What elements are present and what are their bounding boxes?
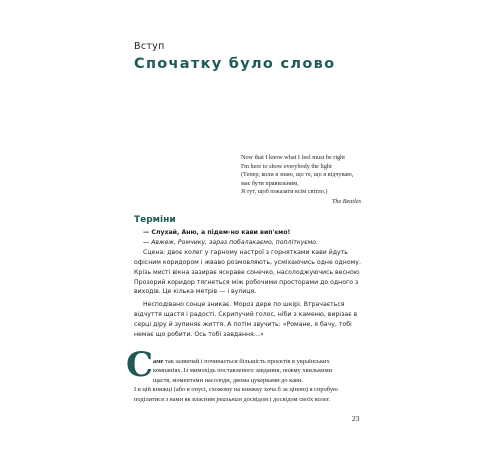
body-line-4: І в цій книжці (або в опусі, схожому на книжку хоча б за ціною) я спробую [134,386,338,394]
chapter-title: Спочатку було слово [134,56,336,72]
turn-paragraph: Несподівано сонце зникає. Мороз дере по шкірі. Втрачається відчуття щастя і радості. Скрипучий голос, ніби з каменю, вирізає в серці діру й зупиняє життя. А потім звучить: «Романе, я бачу, тобі немає що робити. Ось тобі завдання…» [134,301,358,339]
body-line-3: щастя, моментами насолоди, двома цукерками до кави. [153,376,304,384]
epigraph-line: має бути правильним, [241,179,299,187]
body-line-1 [134,357,370,366]
page-number: 23 [352,414,360,423]
epigraph-source: The Beatles [331,197,361,205]
dialogue-line-2: — Авжеж, Ромчику, зараз побалакаємо, попліткуємо. [143,238,319,246]
section-label: Вступ [134,41,165,52]
epigraph-line: I'm here to show everybody the light [241,162,332,170]
epigraph-line: (Тепер, коли я знаю, що те, що я відчуваю, [241,171,354,179]
body-paragraph [134,357,370,404]
scene-paragraph: Сцена: двоє колег у гарному настрої з горнятками кави йдуть офісним коридором і жваво розмовляють, усміхаючись одне одному. Крізь мисті вікна зазирає яскраве сонечко, насолоджуючись весною. Прозорий коридор тягнеться між робочими просторами до одного з виходів. Це кілька метрів — і вулиця. [134,248,361,296]
epigraph [241,154,361,207]
emphasis-word: реальним [216,395,242,403]
dialogue-line-1: — Слухай, Аню, а підем-но кави вип'ємо! [143,229,291,236]
dialogue-block [134,228,367,340]
body-line-1-rest: так зазвичай і починається більшість проєктів в українських [163,358,330,365]
body-line-5: поділитися з вами як власним реальним досвідом і досвідом своїх колег. [134,395,331,403]
epigraph-line: Я тут, щоб показати всім світло.) [241,188,328,196]
lead-word: аме [153,358,164,365]
body-line-2: компаніях. Із мимохідь поставленого завдання, пожму хвилькими [153,367,333,375]
epigraph-line: Now that I know what I feel must be right [241,154,345,161]
terms-heading: Терміни [134,215,176,225]
drop-cap: С [126,345,154,385]
